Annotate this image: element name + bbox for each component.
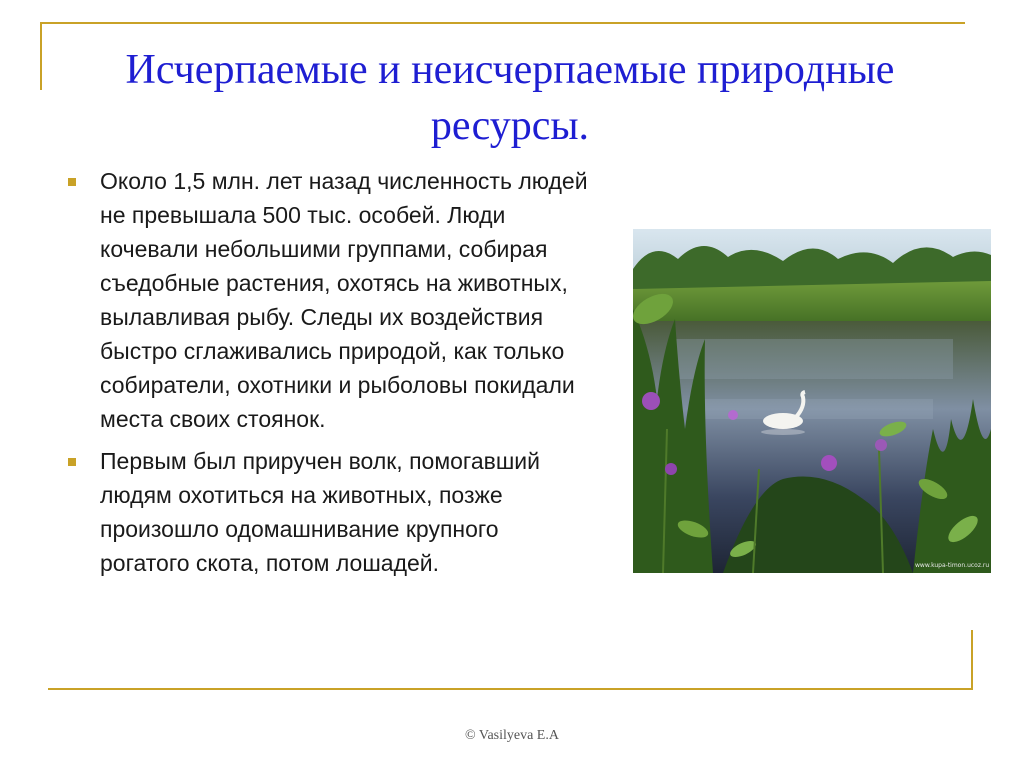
slide-title: Исчерпаемые и неисчерпаемые природные ресурсы. xyxy=(125,47,895,149)
top-vertical-rule xyxy=(40,22,42,90)
bullet-text: Первым был приручен волк, помогавший людям охотиться на животных, позже произошло одомашнивание крупного рогатого скота, потом лошадей. xyxy=(100,448,540,576)
square-bullet-icon xyxy=(68,178,76,186)
photo-watermark: www.kupa-timon.ucoz.ru xyxy=(915,562,990,569)
top-horizontal-rule xyxy=(40,22,965,24)
pond-swan-photo xyxy=(633,229,991,573)
bottom-horizontal-rule xyxy=(48,688,973,690)
square-bullet-icon xyxy=(68,458,76,466)
bullet-item xyxy=(68,164,588,436)
bottom-vertical-rule xyxy=(971,630,973,690)
footer-credit: © Vasilyeva E.A xyxy=(465,728,559,743)
bullet-text: Около 1,5 млн. лет назад численность людей не превышала 500 тыс. особей. Люди кочевали небольшими группами, собирая съедобные растения, охотясь на животных, вылавливая рыбу. Следы их воздействия быстро сглаживались природой, как только собиратели, охотники и рыболовы покидали места своих стоянок. xyxy=(100,168,588,432)
bullet-item xyxy=(68,444,588,580)
bullet-list xyxy=(68,164,588,588)
